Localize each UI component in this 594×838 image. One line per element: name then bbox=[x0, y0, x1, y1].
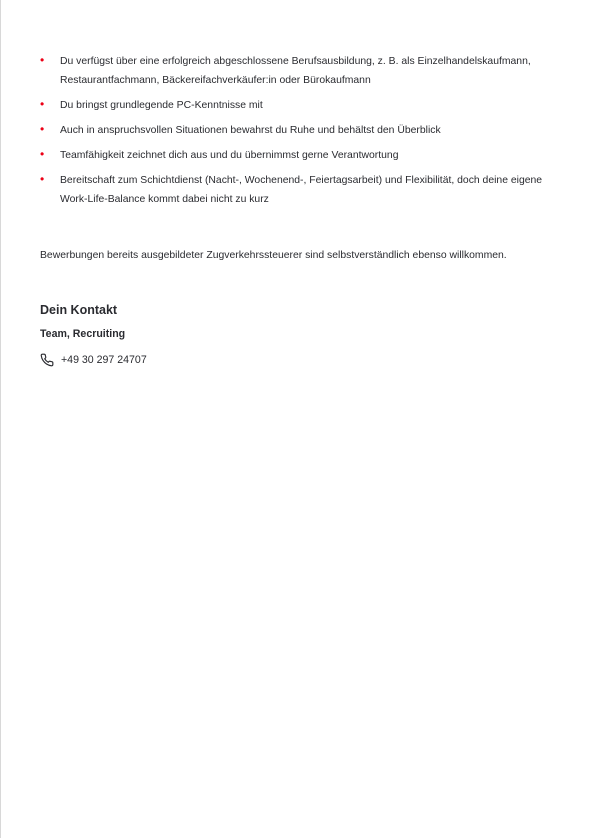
list-item bbox=[40, 52, 560, 90]
phone-number[interactable]: +49 30 297 24707 bbox=[61, 354, 147, 366]
list-item bbox=[40, 146, 560, 165]
page-border bbox=[0, 0, 1, 838]
bullet-icon: • bbox=[40, 147, 45, 161]
list-item bbox=[40, 121, 560, 140]
requirement-text: Du bringst grundlegende PC-Kenntnisse mit bbox=[60, 100, 263, 111]
bullet-icon: • bbox=[40, 53, 45, 67]
requirement-text: Du verfügst über eine erfolgreich abgeschlossene Berufsausbildung, z. B. als Einzelhandelskaufmann, Restaurantfachmann, Bäckereifachverkäufer:in oder Bürokaufmann bbox=[60, 56, 531, 86]
contact-team: Team, Recruiting bbox=[40, 328, 126, 340]
contact-phone[interactable] bbox=[40, 352, 147, 368]
requirement-text: Teamfähigkeit zeichnet dich aus und du übernimmst gerne Verantwortung bbox=[60, 150, 399, 161]
bullet-icon: • bbox=[40, 172, 45, 186]
requirement-text: Bereitschaft zum Schichtdienst (Nacht-, Wochenend-, Feiertagsarbeit) und Flexibilität, doch deine eigene Work-Life-Balance kommt dabei nicht zu kurz bbox=[60, 175, 543, 205]
closing-note: Bewerbungen bereits ausgebildeter Zugverkehrssteuerer sind selbstverständlich ebenso willkommen. bbox=[40, 250, 507, 261]
list-item bbox=[40, 96, 560, 115]
requirements-list bbox=[40, 52, 560, 215]
phone-icon bbox=[40, 353, 54, 367]
contact-heading: Dein Kontakt bbox=[40, 303, 118, 317]
list-item bbox=[40, 171, 560, 209]
bullet-icon: • bbox=[40, 97, 45, 111]
bullet-icon: • bbox=[40, 122, 45, 136]
requirement-text: Auch in anspruchsvollen Situationen bewahrst du Ruhe und behältst den Überblick bbox=[60, 125, 441, 136]
